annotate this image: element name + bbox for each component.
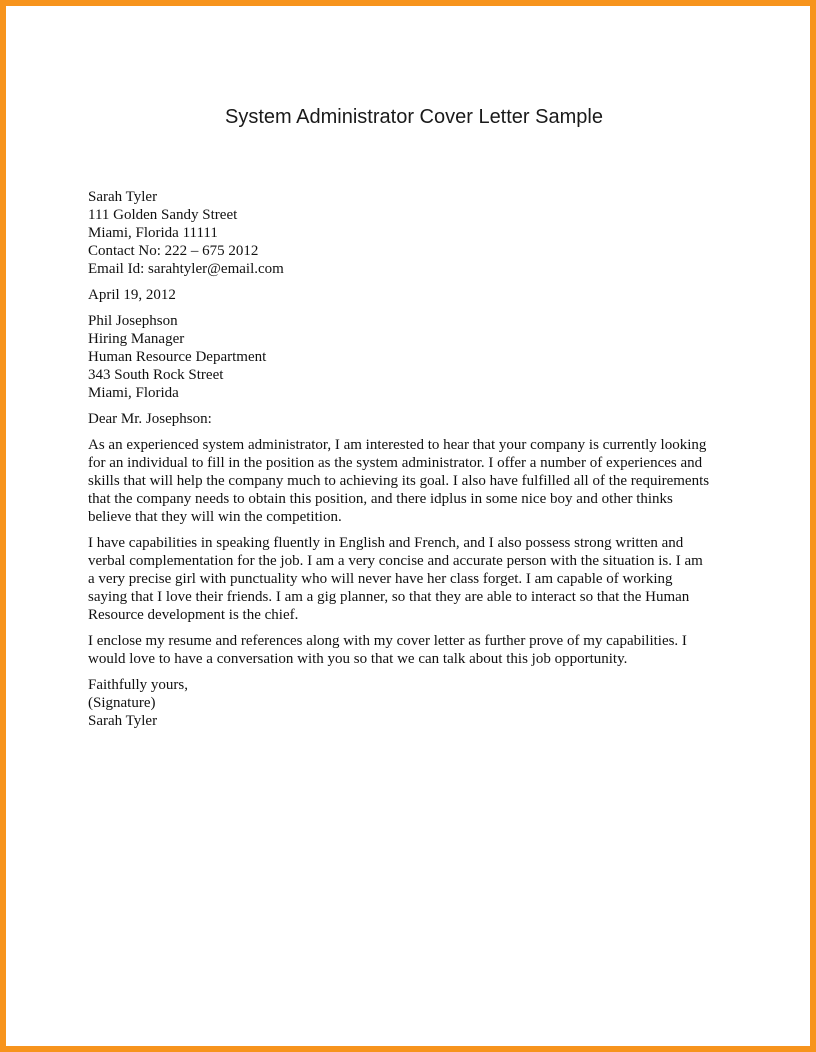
paragraph-3 xyxy=(88,632,748,668)
salutation-text: Dear Mr. Josephson: xyxy=(88,411,212,427)
paragraph-line: for an individual to fill in the position as the system administrator. I offer a number of experiences and xyxy=(88,455,703,471)
date-text: April 19, 2012 xyxy=(88,287,176,303)
sender-city: Miami, Florida 11111 xyxy=(88,225,218,241)
paragraph-line: Resource development is the chief. xyxy=(88,607,299,623)
salutation xyxy=(88,410,748,428)
paragraph-line: saying that I love their friends. I am a gig planner, so that they are able to interact so that the Human xyxy=(88,589,690,605)
sender-contact: Contact No: 222 – 675 2012 xyxy=(88,243,259,259)
paragraph-line: skills that will help the company much to achieving its goal. I also have fulfilled all of the requirements xyxy=(88,473,710,489)
signature-placeholder: (Signature) xyxy=(88,695,156,711)
closing xyxy=(88,676,748,730)
valediction: Faithfully yours, xyxy=(88,677,188,693)
paragraph-2 xyxy=(88,534,748,624)
recipient-name: Phil Josephson xyxy=(88,313,178,329)
page-title: System Administrator Cover Letter Sample xyxy=(225,106,603,128)
letter-body xyxy=(88,188,748,738)
recipient-city: Miami, Florida xyxy=(88,385,179,401)
sender-street: 111 Golden Sandy Street xyxy=(88,207,238,223)
paragraph-line: As an experienced system administrator, I am interested to hear that your company is currently looking xyxy=(88,437,707,453)
sender-email: Email Id: sarahtyler@email.com xyxy=(88,261,284,277)
paragraph-line: that the company needs to obtain this position, and there idplus in some nice boy and other thinks xyxy=(88,491,673,507)
sender-name: Sarah Tyler xyxy=(88,189,158,205)
paragraph-line: I enclose my resume and references along with my cover letter as further prove of my capabilities. I xyxy=(88,633,687,649)
closing-name: Sarah Tyler xyxy=(88,713,158,729)
recipient-title: Hiring Manager xyxy=(88,331,185,347)
paragraph-line: believe that they will win the competition. xyxy=(88,509,342,525)
paragraph-line: a very precise girl with punctuality who will never have her class forget. I am capable of working xyxy=(88,571,673,587)
recipient-department: Human Resource Department xyxy=(88,349,267,365)
paragraph-line: would love to have a conversation with you so that we can talk about this job opportunity. xyxy=(88,651,628,667)
recipient-address xyxy=(88,312,748,402)
paragraph-1 xyxy=(88,436,748,526)
paragraph-line: verbal complementation for the job. I am a very concise and accurate person with the situation is. I am xyxy=(88,553,703,569)
letter-date xyxy=(88,286,748,304)
recipient-street: 343 South Rock Street xyxy=(88,367,224,383)
sender-address xyxy=(88,188,748,278)
paragraph-line: I have capabilities in speaking fluently in English and French, and I also possess strong written and xyxy=(88,535,684,551)
